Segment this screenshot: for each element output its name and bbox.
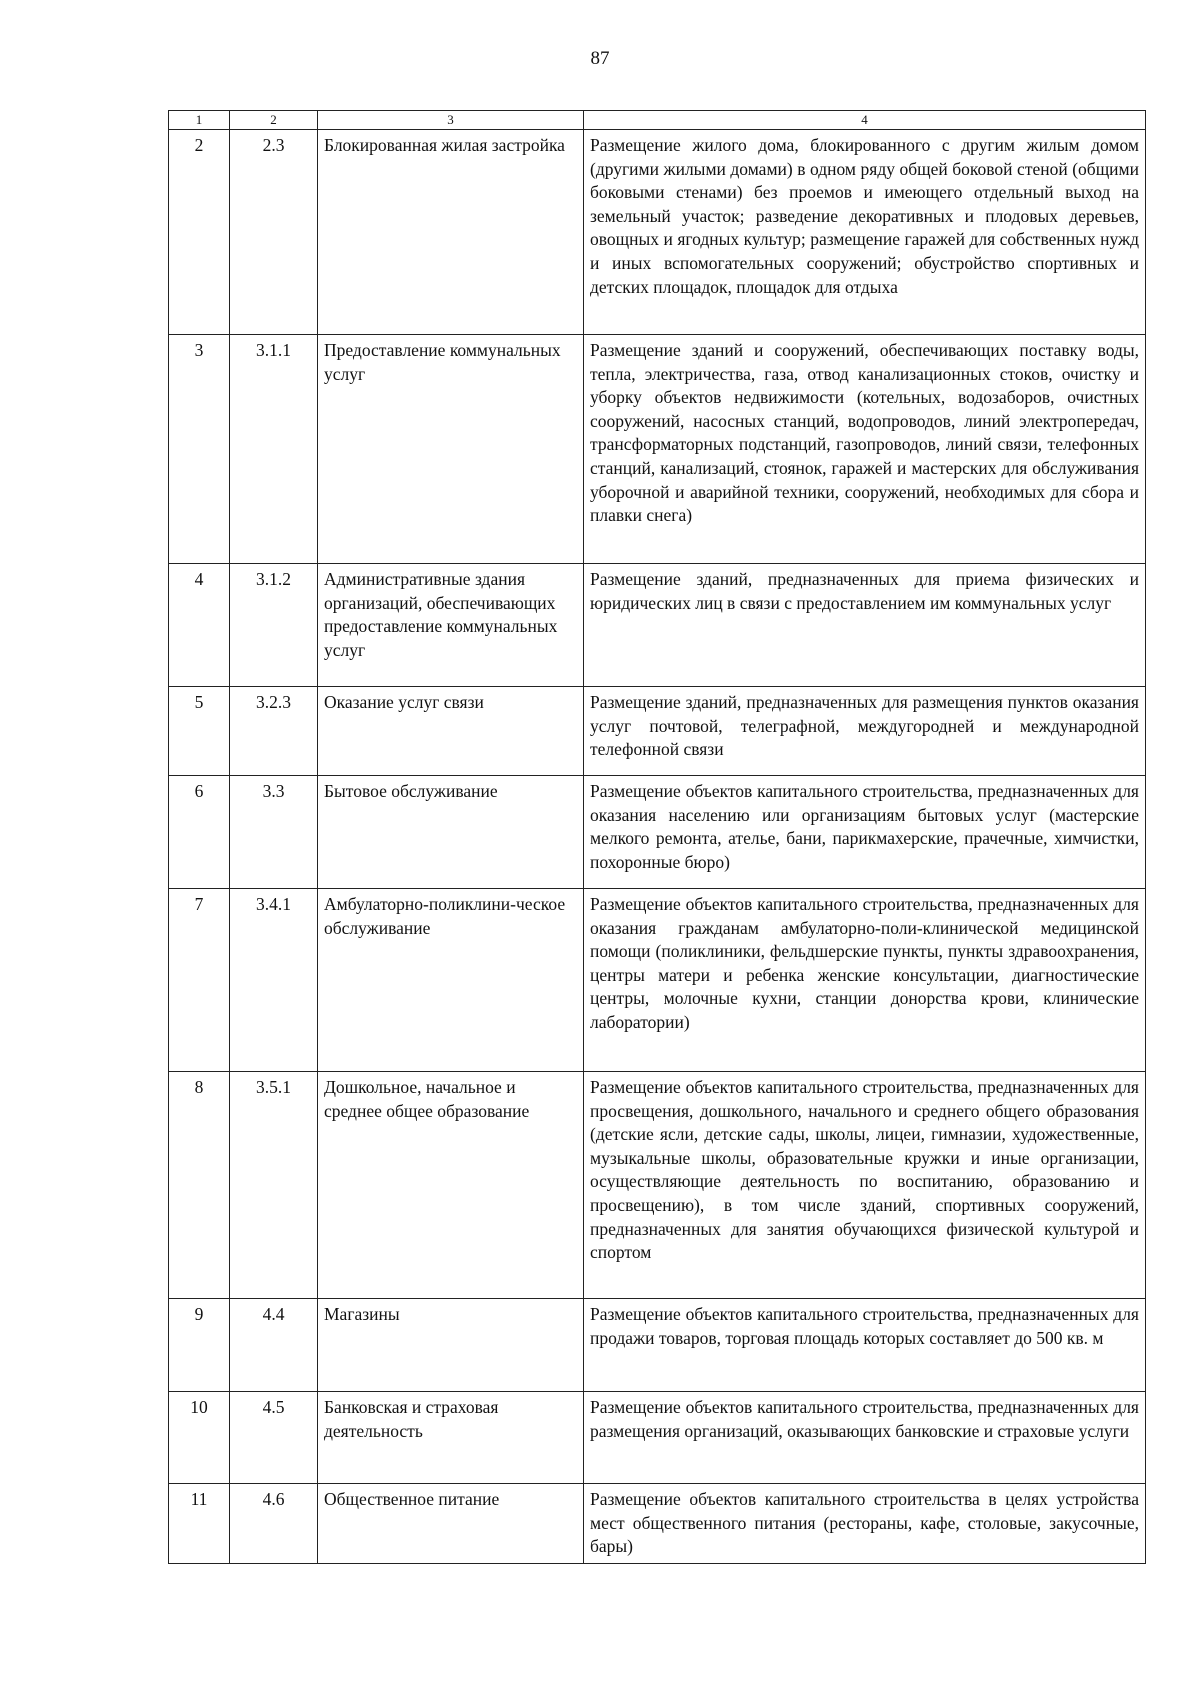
row-description: Размещение зданий, предназначенных для размещения пунктов оказания услуг почтовой, телеграфной, междугородней и международной телефонной связи: [584, 687, 1146, 776]
row-description: Размещение объектов капитального строительства, предназначенных для оказания населению или организациям бытовых услуг (мастерские мелкого ремонта, ателье, бани, парикмахерские, прачечные, химчистки, похоронные бюро): [584, 776, 1146, 889]
row-number: 6: [169, 776, 230, 889]
row-name: Блокированная жилая застройка: [318, 130, 584, 335]
row-description: Размещение зданий, предназначенных для приема физических и юридических лиц в связи с предоставлением им коммунальных услуг: [584, 564, 1146, 687]
table-header-row: [169, 111, 1146, 130]
row-number: 11: [169, 1484, 230, 1564]
header-cell: 2: [230, 111, 318, 130]
row-code: 3.2.3: [230, 687, 318, 776]
row-code: 3.1.1: [230, 335, 318, 564]
row-number: 9: [169, 1299, 230, 1392]
row-code: 3.3: [230, 776, 318, 889]
row-number: 8: [169, 1072, 230, 1299]
row-description: Размещение зданий и сооружений, обеспечивающих поставку воды, тепла, электричества, газа, отвод канализационных стоков, очистку и уборку объектов недвижимости (котельных, водозаборов, очистных сооружений, насосных станций, водопроводов, линий электропередач, трансформаторных подстанций, газопроводов, линий связи, телефонных станций, канализаций, стоянок, гаражей и мастерских для обслуживания уборочной и аварийной техники, сооружений, необходимых для сбора и плавки снега): [584, 335, 1146, 564]
row-description: Размещение объектов капитального строительства, предназначенных для оказания гражданам амбулаторно-поли-клинической медицинской помощи (поликлиники, фельдшерские пункты, пункты здравоохранения, центры матери и ребенка женские консультации, диагностические центры, молочные кухни, станции донорства крови, клинические лаборатории): [584, 889, 1146, 1072]
header-cell: 3: [318, 111, 584, 130]
row-description: Размещение объектов капитального строительства, предназначенных для продажи товаров, торговая площадь которых составляет до 500 кв. м: [584, 1299, 1146, 1392]
row-name: Амбулаторно-поликлини-ческое обслуживание: [318, 889, 584, 1072]
row-number: 7: [169, 889, 230, 1072]
row-name: Магазины: [318, 1299, 584, 1392]
row-code: 4.6: [230, 1484, 318, 1564]
table-row: [169, 1072, 1146, 1299]
table-row: [169, 687, 1146, 776]
row-code: 4.5: [230, 1392, 318, 1484]
row-number: 4: [169, 564, 230, 687]
table-row: [169, 335, 1146, 564]
row-code: 3.5.1: [230, 1072, 318, 1299]
table-row: [169, 1392, 1146, 1484]
row-number: 2: [169, 130, 230, 335]
row-code: 4.4: [230, 1299, 318, 1392]
row-code: 3.4.1: [230, 889, 318, 1072]
land-use-table: [168, 110, 1146, 1564]
page-number: 87: [590, 48, 610, 69]
row-name: Оказание услуг связи: [318, 687, 584, 776]
row-name: Банковская и страховая деятельность: [318, 1392, 584, 1484]
table-row: [169, 1484, 1146, 1564]
row-number: 3: [169, 335, 230, 564]
table-row: [169, 564, 1146, 687]
row-number: 10: [169, 1392, 230, 1484]
table-row: [169, 889, 1146, 1072]
row-name: Предоставление коммунальных услуг: [318, 335, 584, 564]
row-description: Размещение объектов капитального строительства, предназначенных для размещения организаций, оказывающих банковские и страховые услуги: [584, 1392, 1146, 1484]
row-code: 3.1.2: [230, 564, 318, 687]
table-row: [169, 1299, 1146, 1392]
table-row: [169, 776, 1146, 889]
row-name: Административные здания организаций, обеспечивающих предоставление коммунальных услуг: [318, 564, 584, 687]
row-description: Размещение жилого дома, блокированного с другим жилым домом (другими жилыми домами) в одном ряду общей боковой стеной (общими боковыми стенами) без проемов и имеющего отдельный выход на земельный участок; разведение декоративных и плодовых деревьев, овощных и ягодных культур; размещение гаражей для собственных нужд и иных вспомогательных сооружений; обустройство спортивных и детских площадок, площадок для отдыха: [584, 130, 1146, 335]
header-cell: 1: [169, 111, 230, 130]
table-row: [169, 130, 1146, 335]
row-description: Размещение объектов капитального строительства, предназначенных для просвещения, дошкольного, начального и среднего общего образования (детские ясли, детские сады, школы, лицеи, гимназии, художественные, музыкальные школы, образовательные кружки и иные организации, осуществляющие деятельность по воспитанию, образованию и просвещению), в том числе зданий, спортивных сооружений, предназначенных для занятия обучающихся физической культурой и спортом: [584, 1072, 1146, 1299]
row-name: Общественное питание: [318, 1484, 584, 1564]
row-name: Дошкольное, начальное и среднее общее образование: [318, 1072, 584, 1299]
row-number: 5: [169, 687, 230, 776]
row-description: Размещение объектов капитального строительства в целях устройства мест общественного питания (рестораны, кафе, столовые, закусочные, бары): [584, 1484, 1146, 1564]
header-cell: 4: [584, 111, 1146, 130]
row-code: 2.3: [230, 130, 318, 335]
row-name: Бытовое обслуживание: [318, 776, 584, 889]
